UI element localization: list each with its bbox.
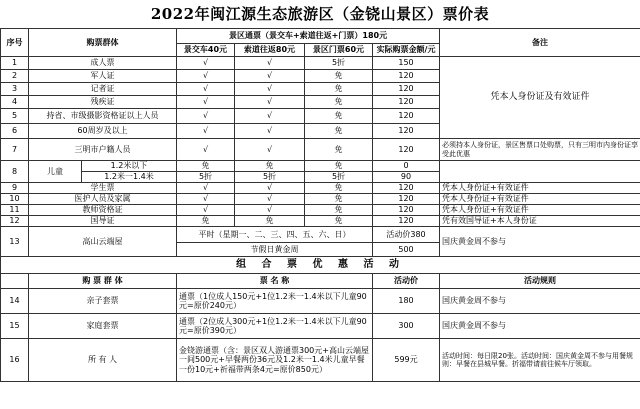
header-bus: 景交车40元 [177, 44, 235, 57]
row-no: 4 [1, 96, 29, 109]
row-group: 60周岁及以上 [29, 124, 177, 139]
row-group: 国导证 [29, 216, 177, 227]
row-gate: 免 [305, 194, 373, 205]
remark-sanming: 必须持本人身份证，景区售票口处购票，只有三明市内身份证享受此优惠 [440, 139, 640, 161]
row-gate: 免 [305, 124, 373, 139]
row-gate: 免 [305, 109, 373, 124]
remark-teacher: 凭本人身份证+有效证件 [440, 205, 640, 216]
header-group: 购票群体 [29, 29, 177, 57]
row-group: 记者证 [29, 83, 177, 96]
combo-row-rule: 活动时间：每日限20张。活动时间：国庆黄金周不参与用餐规则：早餐在县城早餐。折福带请前往候车厅领取。 [440, 339, 640, 382]
row-group: 教师资格证 [29, 205, 177, 216]
combo-row-price: 599元 [373, 339, 440, 382]
combo-row-no: 16 [1, 339, 29, 382]
remark-empty [440, 161, 640, 183]
row-no: 8 [1, 161, 29, 183]
combo-row-rule: 国庆黄金周不参与 [440, 314, 640, 339]
header-no: 序号 [1, 29, 29, 57]
combo-row-group: 亲子套票 [29, 289, 177, 314]
row-cable: 免 [235, 161, 305, 172]
combo-row-no: 15 [1, 314, 29, 339]
row-amount: 120 [373, 83, 440, 96]
row-cable: √ [235, 83, 305, 96]
combo-row-name: 通票（2位成人300元+1位1.2米一1.4米以下儿童90元=原价390元） [177, 314, 373, 339]
row-group: 医护人员及家属 [29, 194, 177, 205]
row-cable: 免 [235, 216, 305, 227]
combo-row-name: 通票（1位成人150元+1位1.2米一1.4米以下儿童90元=原价240元） [177, 289, 373, 314]
row-sub: 1.2米一1.4米 [82, 172, 177, 183]
row-amount: 120 [373, 205, 440, 216]
row-amount: 120 [373, 139, 440, 161]
combo-row-name: 金铙游通票（含：景区双人游通票300元+高山云端屋一间500元+早餐两份36元及1.2米一1.4米儿童早餐一份10元+祈福带两条4元=原价850元） [177, 339, 373, 382]
row-group: 持省、市级摄影资格证以上人员 [29, 109, 177, 124]
row-sub: 1.2米以下 [82, 161, 177, 172]
row-bus: √ [177, 205, 235, 216]
combo-row-rule: 国庆黄金周不参与 [440, 289, 640, 314]
row-bus: √ [177, 96, 235, 109]
combo-row-group: 家庭套票 [29, 314, 177, 339]
combo-row-no: 14 [1, 289, 29, 314]
row-group: 高山云端屋 [29, 227, 177, 257]
row-amount: 150 [373, 57, 440, 70]
row-cable: √ [235, 70, 305, 83]
row-amount: 0 [373, 161, 440, 172]
remark-guide: 凭有效国导证+本人身份证 [440, 216, 640, 227]
row13-holiday-price: 500 [373, 243, 440, 257]
combo-row-price: 300 [373, 314, 440, 339]
row-group-child: 儿童 [29, 161, 82, 183]
row-amount: 120 [373, 70, 440, 83]
row-cable: √ [235, 205, 305, 216]
row-no: 3 [1, 83, 29, 96]
row13-weekday-price: 活动价380 [373, 227, 440, 243]
combo-header-group: 购 票 群 体 [29, 274, 177, 289]
row-bus: 免 [177, 216, 235, 227]
row-no: 6 [1, 124, 29, 139]
row-amount: 120 [373, 194, 440, 205]
row-cable: √ [235, 183, 305, 194]
combo-section-title: 组 合 票 优 惠 活 动 [1, 257, 640, 274]
row-gate: 5折 [305, 172, 373, 183]
row-group: 残疾证 [29, 96, 177, 109]
row-bus: √ [177, 194, 235, 205]
header-remark: 备注 [440, 29, 640, 57]
row-amount: 120 [373, 109, 440, 124]
row-cable: √ [235, 109, 305, 124]
row-gate: 免 [305, 70, 373, 83]
row-cable: 5折 [235, 172, 305, 183]
row-gate: 免 [305, 161, 373, 172]
combo-header-name: 票 名 称 [177, 274, 373, 289]
row-amount: 120 [373, 216, 440, 227]
header-actual: 实际购票金额/元 [373, 44, 440, 57]
row-no: 12 [1, 216, 29, 227]
row-no: 1 [1, 57, 29, 70]
row-bus: √ [177, 70, 235, 83]
row-gate: 免 [305, 83, 373, 96]
row-gate: 免 [305, 139, 373, 161]
row-cable: √ [235, 139, 305, 161]
header-gate: 景区门票60元 [305, 44, 373, 57]
row13-weekday: 平时（星期一、二、三、四、五、六、日） [177, 227, 373, 243]
row-no: 9 [1, 183, 29, 194]
combo-header-no [1, 274, 29, 289]
row-cable: √ [235, 124, 305, 139]
row-bus: 免 [177, 161, 235, 172]
row-group: 学生票 [29, 183, 177, 194]
row-gate: 免 [305, 205, 373, 216]
row-bus: √ [177, 139, 235, 161]
row-gate: 免 [305, 216, 373, 227]
row-bus: √ [177, 183, 235, 194]
row-group: 三明市户籍人员 [29, 139, 177, 161]
header-cable: 索道往返80元 [235, 44, 305, 57]
row-group: 军人证 [29, 70, 177, 83]
row-amount: 90 [373, 172, 440, 183]
row-no: 11 [1, 205, 29, 216]
row-amount: 120 [373, 96, 440, 109]
combo-row-price: 180 [373, 289, 440, 314]
row-no: 10 [1, 194, 29, 205]
row-bus: √ [177, 83, 235, 96]
combo-header-price: 活动价 [373, 274, 440, 289]
row-gate: 免 [305, 96, 373, 109]
row-no: 5 [1, 109, 29, 124]
combo-row-group: 所 有 人 [29, 339, 177, 382]
row-group: 成人票 [29, 57, 177, 70]
remark-cabin: 国庆黄金周不参与 [440, 227, 640, 257]
row-cable: √ [235, 194, 305, 205]
row-no: 7 [1, 139, 29, 161]
row-bus: 5折 [177, 172, 235, 183]
remark-id: 凭本人身份证及有效证件 [440, 57, 640, 139]
remark-medical: 凭本人身份证+有效证件 [440, 194, 640, 205]
row-no: 2 [1, 70, 29, 83]
remark-student: 凭本人身份证+有效证件 [440, 183, 640, 194]
row-no: 13 [1, 227, 29, 257]
page-title: 2022年闽江源生态旅游区（金铙山景区）票价表 [150, 5, 490, 23]
row-cable: √ [235, 96, 305, 109]
price-table [0, 28, 640, 382]
row13-holiday: 节假日黄金周 [177, 243, 373, 257]
header-combo: 景区通票（景交车+索道往返+门票）180元 [177, 29, 440, 44]
row-gate: 免 [305, 183, 373, 194]
row-cable: √ [235, 57, 305, 70]
row-bus: √ [177, 57, 235, 70]
row-gate: 5折 [305, 57, 373, 70]
row-amount: 120 [373, 183, 440, 194]
combo-header-rule: 活动规则 [440, 274, 640, 289]
row-amount: 120 [373, 124, 440, 139]
row-bus: √ [177, 124, 235, 139]
row-bus: √ [177, 109, 235, 124]
